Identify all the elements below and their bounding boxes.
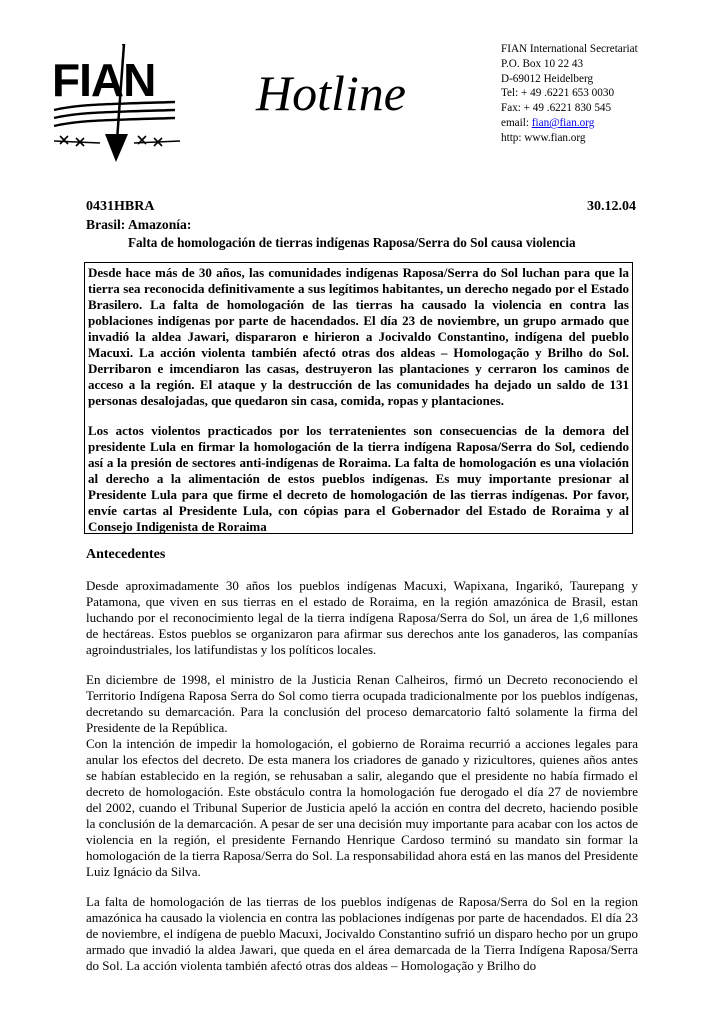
body-paragraph: En diciembre de 1998, el ministro de la Justicia Renan Calheiros, firmó un Decreto reconociendo el Territorio Indígena Raposa Serra do Sol como tierra ocupada tradicionalmente por los pueblos indígenas, decretando su demarcación. Para la conclusión del proceso demarcatorio faltó solamente la firma del Presidente de la República.	[86, 672, 638, 735]
contact-line: FIAN International Secretariat	[501, 43, 638, 55]
web-line: http: www.fian.org	[501, 131, 586, 144]
summary-paragraph: Los actos violentos practicados por los terratenientes son consecuencias de la demora del presidente Lula en firmar la homologación de la tierra indígena Raposa/Serra do Sol, cediendo así a la presión de sectores anti-indígenas de Roraima. La falta de homologación es una violación al derecho a la alimentación de estos pueblos indígenas. Es muy importante presionar al Presidente Lula para que firme el decreto de homologación de las tierras indígenas. Por favor, envíe cartas al Presidente Lula, con cópias para el Gobernador del Estado de Roraima y al Consejo Indigenista de Roraima	[88, 423, 629, 534]
reference-date: 30.12.04	[587, 199, 636, 214]
email-link[interactable]: fian@fian.org	[531, 116, 595, 129]
logo-lettering: FIAN	[52, 54, 156, 106]
reference-row	[86, 199, 636, 215]
headline: Falta de homologación de tierras indígenas Raposa/Serra do Sol causa violencia	[128, 235, 576, 250]
contact-line: D-69012 Heidelberg	[501, 72, 594, 85]
email-label: email:	[501, 116, 532, 129]
fian-logo	[50, 44, 185, 166]
body-paragraph: Desde aproximadamente 30 años los pueblos indígenas Macuxi, Wapixana, Ingarikó, Taurepang y Patamona, que viven en sus tierras en el estado de Roraima, en la región amazónica de Brasil, estan luchando por el reconocimiento legal de la tierra indígena Raposa/Serra do Sol, un área de 1,6 millones de hectáreas. Estos pueblos se organizaron para afirmar sus derechos ante los ganaderos, las companías agroindustriales, los latifundistas y los políticos locales.	[86, 578, 638, 657]
summary-box	[84, 262, 633, 534]
summary-paragraph: Desde hace más de 30 años, las comunidades indígenas Raposa/Serra do Sol luchan para que la tierra sea reconocida definitivamente a sus legítimos habitantes, un derecho negado por el Estado Brasilero. La falta de homologación de las tierras ha causado la violencia en contra las poblaciones indígenas por parte de hacendados. El día 23 de noviembre, un grupo armado que invadió la aldea Jawari, dispararon e hirieron a Jocivaldo Constantino, indígena del pueblo Macuxi. La acción violenta también afectó otras dos aldeas – Homologação y Brilho do Sol. Derribaron e imcendiaron las casas, destruyeron las plantaciones y cerraron los caminos de acceso a la región. El ataque y la destrucción de las comunidades ha dejado un saldo de 131 personas desalojadas, que quedaron sin casa, comida, ropas y plantaciones.	[88, 265, 629, 408]
contact-line: Tel: + 49 .6221 653 0030	[501, 87, 615, 100]
country: Brasil:	[86, 217, 126, 232]
region: Amazonía:	[127, 217, 192, 232]
section-title: Antecedentes	[86, 547, 166, 562]
email-line	[501, 116, 638, 131]
reference-code: 0431HBRA	[86, 199, 155, 214]
background-text	[86, 578, 638, 974]
body-paragraph: La falta de homologación de las tierras de los pueblos indígenas de Raposa/Serra do Sol en la region amazónica ha causado la violencia en contra las poblaciones indígenas por parte de hacendados. El día 23 de noviembre, el indígena de pueblo Macuxi, Jocivaldo Constantino sufrió un disparo hecho por un grupo armado que invadió la aldea Jawari, que queda en el área demarcada de la Tierra Indígena Raposa/Serra do Sol. La acción violenta también afectó otras dos aldeas – Homologação y Brilho do	[86, 894, 638, 973]
newsletter-title: Hotline	[256, 65, 406, 121]
country-region	[86, 217, 191, 233]
contact-line: P.O. Box 10 22 43	[501, 57, 584, 70]
contact-block	[501, 42, 638, 146]
body-paragraph: Con la intención de impedir la homologación, el gobierno de Roraima recurrió a acciones legales para anular los efectos del decreto. De esta manera los criadores de ganado y rizicultores, quienes años antes se habían establecido en la región, se rehusaban a salir, alegando que el presidente no había firmado el decreto de homologación. Este obstáculo contra la homologación fue derogado el día 27 de noviembre del 2002, cuando el Tribunal Superior de Justicia apeló la acción en contra del decreto, haciendo posible la conclusión de la demarcación. A pesar de ser una decisión muy importante para acabar con los actos de violencia en la región, el presidente Fernando Henrique Cardoso terminó su mandato sin formar la homologación de la tierra Raposa/Serra do Sol. La responsabilidad ahora está en las manos del Presidente Luiz Ignácio da Silva.	[86, 736, 638, 879]
contact-line: Fax: + 49 .6221 830 545	[501, 102, 612, 115]
